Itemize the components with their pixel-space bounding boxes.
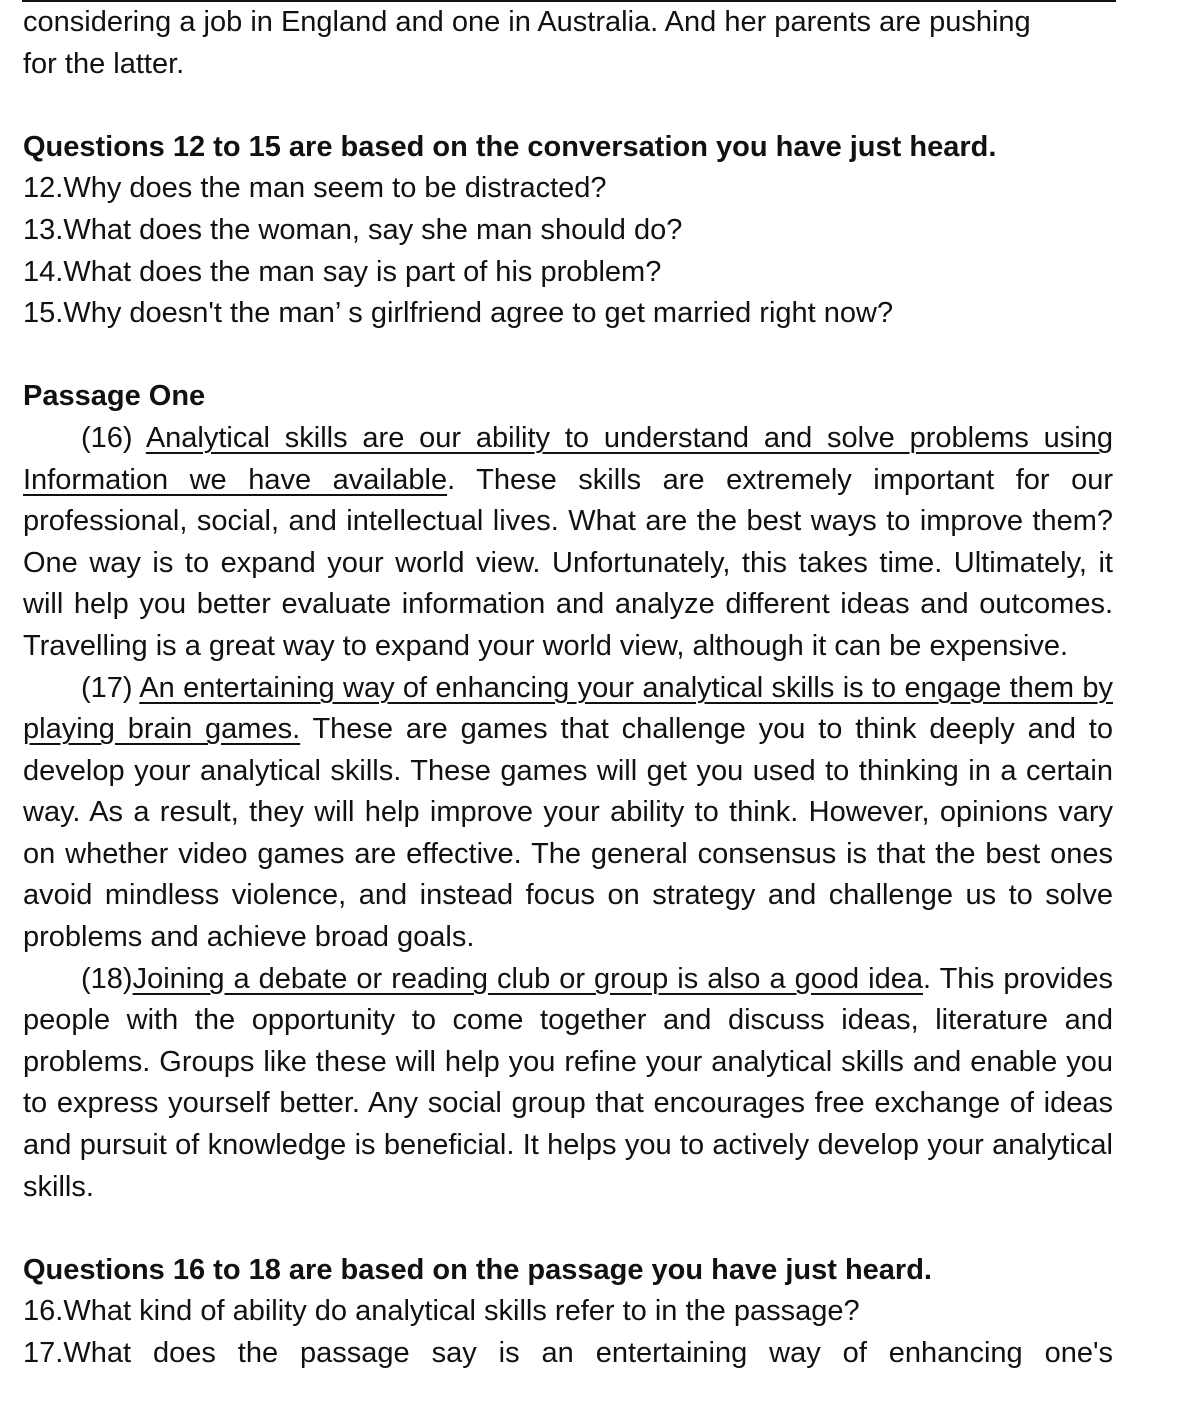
question-number: 12. — [23, 172, 64, 205]
spacer — [23, 1208, 1113, 1250]
question-text: What kind of ability do analytical skills refer to in the passage? — [63, 1295, 860, 1328]
question-number: 17. — [23, 1337, 64, 1369]
question-text: What does the man say is part of his problem? — [63, 255, 662, 288]
passage-one — [23, 376, 1113, 1208]
question-number: 15. — [23, 297, 64, 330]
paragraph-text: . These skills are extremely important for our professional, social, and intellectual lives. What are the best ways to improve them? One way is to expand your world view. Unfortunately, this takes time. Ultimately, it will help you better evaluate information and analyze different ideas and outcomes. Travelling is a great way to expand your world view, although it can be expensive. — [23, 463, 1114, 662]
question-text: Why does the man seem to be distracted? — [63, 172, 607, 205]
underlined-key-sentence: Analytical skills are our ability to understand and solve problems using Information we have available — [23, 421, 1114, 496]
paragraph-text: These are games that challenge you to think deeply and to develop your analytical skills. These games will get you used to thinking in a certain way. As a result, they will help improve your ability to think. However, opinions vary on whether video games are effective. The general consensus is that the best ones avoid mindless violence, and instead focus on strategy and challenge us to solve problems and achieve broad goals. — [23, 713, 1113, 954]
intro-line: considering a job in England and one in Australia. And her parents are pushing — [23, 6, 1031, 38]
spacer — [23, 335, 1113, 377]
paragraph-marker: (17) — [81, 671, 140, 704]
section-heading: Questions 12 to 15 are based on the conversation you have just heard. — [23, 130, 997, 163]
question-item — [23, 252, 1113, 294]
question-item — [23, 1333, 1113, 1375]
paragraph-17 — [23, 668, 1113, 959]
spacer — [23, 85, 1113, 127]
passage-title: Passage One — [23, 380, 206, 413]
document-page — [23, 2, 1113, 1375]
question-item — [23, 210, 1113, 252]
question-text: What does the passage say is an entertaining way of enhancing one's — [63, 1337, 1113, 1369]
paragraph-marker: (18) — [81, 962, 133, 995]
intro-section — [23, 2, 1113, 85]
question-text: What does the woman, say she man should do? — [63, 213, 683, 246]
question-number: 13. — [23, 213, 64, 246]
question-item — [23, 293, 1113, 335]
question-number: 16. — [23, 1295, 64, 1328]
section-heading: Questions 16 to 18 are based on the passage you have just heard. — [23, 1253, 932, 1286]
question-item — [23, 168, 1113, 210]
paragraph-16 — [23, 418, 1113, 668]
underlined-key-sentence: Joining a debate or reading club or group is also a good idea — [132, 962, 923, 995]
paragraph-text: . This provides people with the opportunity to come together and discuss ideas, literature and problems. Groups like these will help you refine your analytical skills and enable you to express yourself better. Any social group that encourages free exchange of ideas and pursuit of knowledge is beneficial. It helps you to actively develop your analytical skills. — [23, 962, 1113, 1203]
question-text: Why doesn't the man’ s girlfriend agree to get married right now? — [63, 297, 894, 330]
paragraph-18 — [23, 959, 1113, 1209]
paragraph-marker: (16) — [81, 421, 146, 454]
intro-line: for the latter. — [23, 47, 185, 80]
questions-16-18 — [23, 1250, 1113, 1375]
question-number: 14. — [23, 255, 64, 288]
question-item — [23, 1291, 1113, 1333]
questions-12-15 — [23, 127, 1113, 335]
underlined-key-sentence: An entertaining way of enhancing your analytical skills is to engage them by playing brain games. — [23, 671, 1114, 746]
